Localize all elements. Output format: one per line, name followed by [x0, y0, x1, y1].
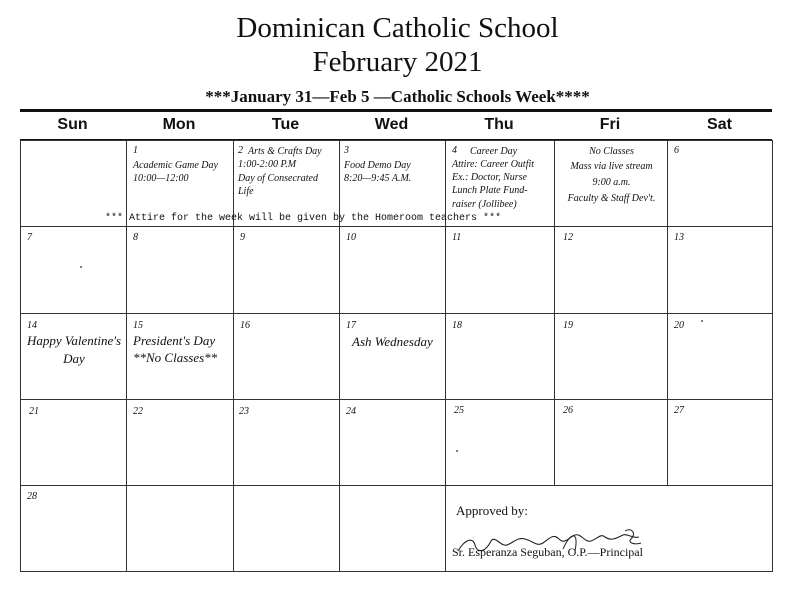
- calendar-cell-day-28: [21, 486, 127, 572]
- weekday-sat: Sat: [707, 116, 732, 133]
- event-line: 9:00 a.m.: [592, 177, 631, 188]
- calendar-cell-day-17: [340, 314, 446, 400]
- scan-speck: [701, 320, 703, 322]
- event-line: Ex.: Doctor, Nurse: [452, 172, 527, 183]
- weekday-fri: Fri: [599, 116, 621, 133]
- day-number: 11: [452, 232, 462, 243]
- day-number: 23: [239, 406, 249, 417]
- calendar-cell-blank: [340, 486, 446, 572]
- calendar-cell-day-10: [340, 227, 446, 314]
- day-number: 26: [563, 405, 573, 416]
- approved-by-label: Approved by:: [456, 503, 528, 518]
- day-number: 7: [27, 232, 32, 243]
- weekday-mon: Mon: [162, 116, 196, 133]
- day-number: 19: [563, 320, 573, 331]
- event-line: Ash Wednesday: [352, 334, 433, 349]
- event-line: Food Demo Day: [344, 160, 411, 171]
- calendar-cell-day-6: [668, 141, 773, 227]
- day-number: 13: [674, 232, 684, 243]
- calendar-cell-day-5: [555, 141, 668, 227]
- month-title: February 2021: [312, 46, 483, 78]
- event-line: Faculty & Staff Dev't.: [567, 193, 656, 204]
- day-number: 4: [452, 145, 457, 156]
- calendar-cell-day-18: [446, 314, 555, 400]
- event-line: Day: [63, 351, 85, 366]
- calendar-cell-day-22: [127, 400, 234, 486]
- event-line: No Classes: [589, 146, 634, 157]
- event-line: 10:00—12:00: [133, 173, 189, 184]
- calendar-cell-day-12: [555, 227, 668, 314]
- event-line: President's Day: [133, 333, 216, 348]
- calendar-grid: [20, 140, 773, 572]
- weekday-tue: Tue: [271, 116, 300, 133]
- event-line: Arts & Crafts Day: [248, 146, 322, 157]
- school-name: Dominican Catholic School: [236, 12, 559, 44]
- day-number: 18: [452, 320, 462, 331]
- scan-speck: [80, 266, 82, 268]
- day-number: 1: [133, 145, 138, 156]
- catholic-schools-week-subtitle: ***January 31—Feb 5 —Catholic Schools Week****: [205, 87, 590, 106]
- day-number: 17: [346, 320, 356, 331]
- day-number: 9: [240, 232, 245, 243]
- calendar-cell-blank: [234, 486, 340, 572]
- attire-note-banner: *** Attire for the week will be given by the Homeroom teachers ***: [105, 213, 502, 224]
- calendar-cell-day-27: [668, 400, 773, 486]
- day-number: 3: [344, 145, 349, 156]
- calendar-cell-day-11: [446, 227, 555, 314]
- event-line: **No Classes**: [133, 350, 218, 365]
- day-number: 10: [346, 232, 356, 243]
- day-number: 27: [674, 405, 684, 416]
- calendar-cell-day-7: [21, 227, 127, 314]
- event-line: Attire: Career Outfit: [452, 159, 535, 170]
- day-number: 16: [240, 320, 250, 331]
- day-number: 14: [27, 320, 37, 331]
- calendar-cell-day-13: [668, 227, 773, 314]
- event-line: Career Day: [470, 146, 518, 157]
- event-line: Lunch Plate Fund-: [452, 185, 528, 196]
- event-line: Mass via live stream: [570, 161, 653, 172]
- calendar-cell-day-16: [234, 314, 340, 400]
- event-line: 1:00-2:00 P.M: [238, 159, 297, 170]
- day-number: 6: [674, 145, 679, 156]
- weekday-wed: Wed: [374, 116, 409, 133]
- day-number: 8: [133, 232, 138, 243]
- calendar-cell-day-24: [340, 400, 446, 486]
- weekday-sun: Sun: [57, 116, 88, 133]
- scan-speck: [456, 450, 458, 452]
- day-number: 20: [674, 320, 684, 331]
- event-line: 8:20—9:45 A.M.: [344, 173, 412, 184]
- calendar-cell-blank: [127, 486, 234, 572]
- event-line: Life: [238, 186, 254, 197]
- calendar-cell-day-8: [127, 227, 234, 314]
- event-line: raiser (Jollibee): [452, 199, 517, 210]
- day-number: 21: [29, 406, 39, 417]
- event-line: Academic Game Day: [133, 160, 218, 171]
- calendar-cell-day-15: [127, 314, 234, 400]
- calendar-cell-day-21: [21, 400, 127, 486]
- day-number: 22: [133, 406, 143, 417]
- day-number: 2: [238, 145, 243, 156]
- calendar-cell-day-19: [555, 314, 668, 400]
- event-line: Happy Valentine's: [26, 333, 122, 348]
- calendar-cell-day-23: [234, 400, 340, 486]
- calendar-cell-day-9: [234, 227, 340, 314]
- calendar-cell-day-20: [668, 314, 773, 400]
- event-line: Day of Consecrated: [238, 173, 318, 184]
- calendar-cell-day-14: [21, 314, 127, 400]
- day-number: 12: [563, 232, 573, 243]
- header-top-rule: [20, 109, 772, 112]
- weekday-thu: Thu: [484, 116, 514, 133]
- day-number: 24: [346, 406, 356, 417]
- day-number: 25: [454, 405, 464, 416]
- day-number: 15: [133, 320, 143, 331]
- calendar-cell-day-26: [555, 400, 668, 486]
- day-number: 28: [27, 491, 37, 502]
- calendar-cell-day-25: [446, 400, 555, 486]
- principal-name: Sr. Esperanza Seguban, O.P.—Principal: [452, 545, 643, 559]
